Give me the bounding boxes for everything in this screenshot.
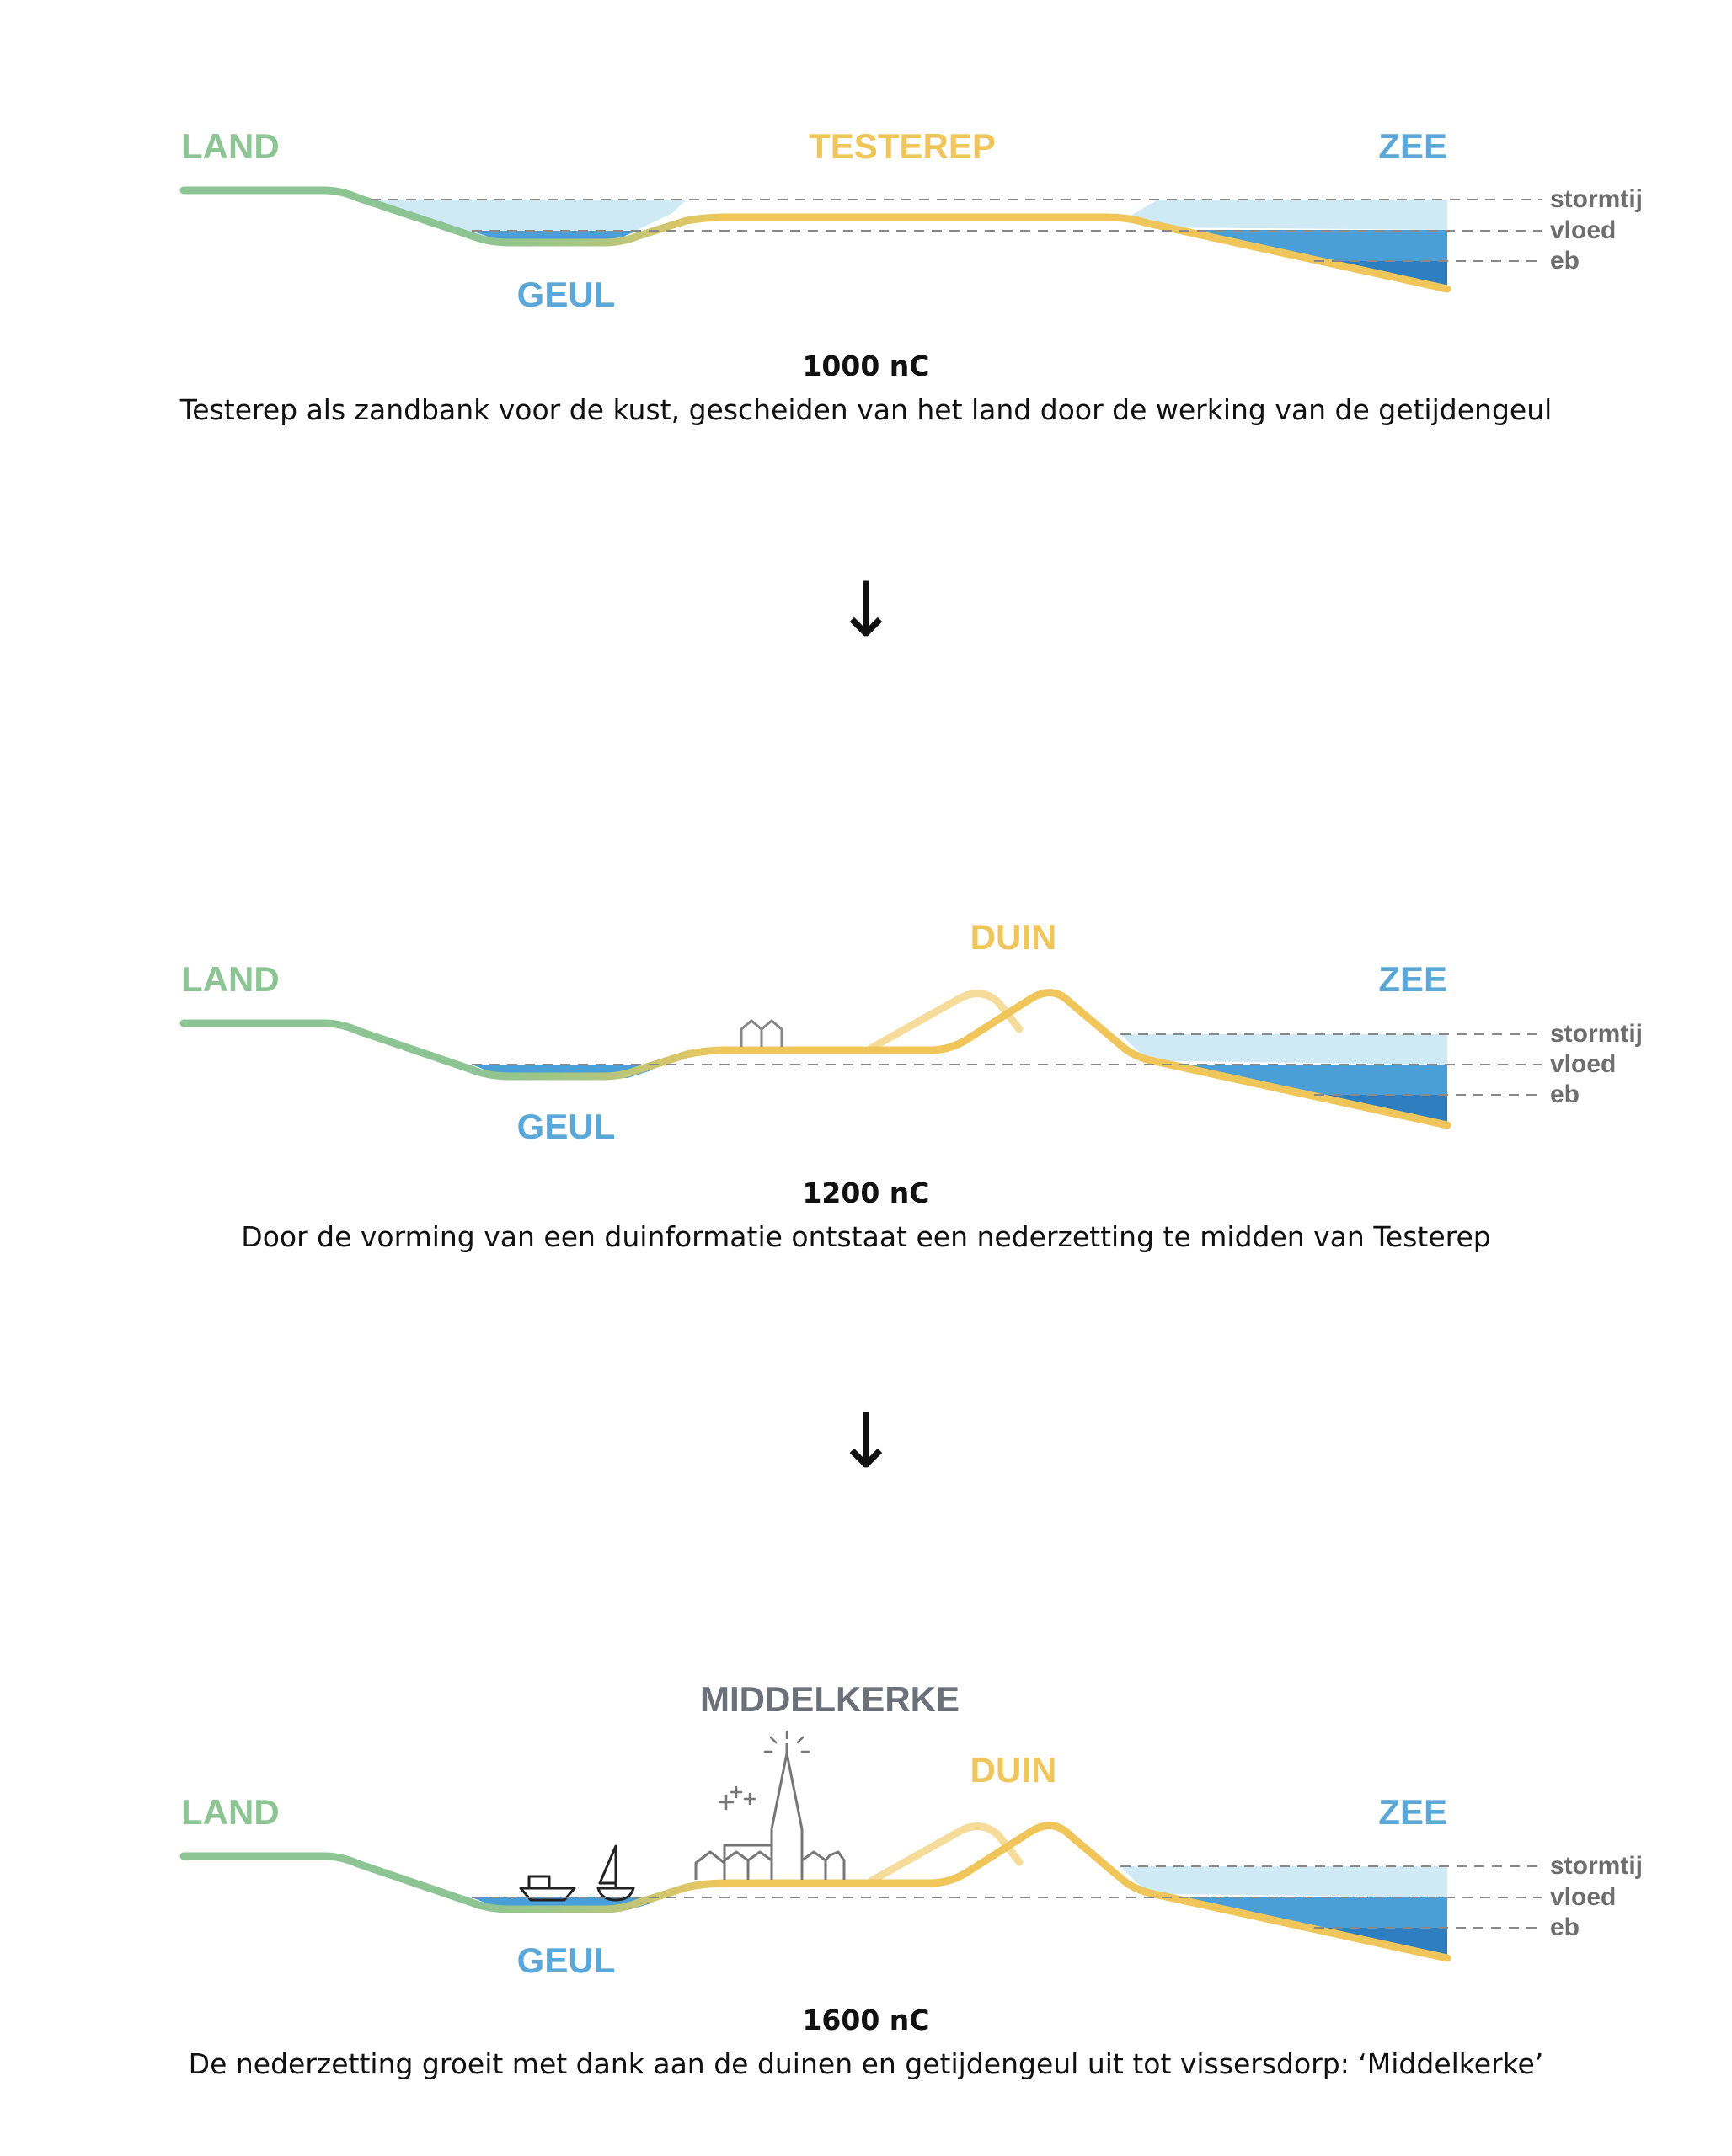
label-zee: ZEE [1378, 959, 1447, 999]
sailboat-icon [598, 1846, 633, 1900]
label-land: LAND [181, 959, 280, 999]
label-geul: GEUL [516, 275, 616, 314]
level-label-vloed: vloed [1550, 1050, 1617, 1078]
label-geul: GEUL [516, 1107, 616, 1146]
level-label-vloed: vloed [1550, 216, 1617, 244]
panel-1600 [181, 1679, 1643, 2080]
boat-icon [521, 1876, 575, 1900]
label-geul: GEUL [516, 1940, 616, 1980]
label-duin: DUIN [970, 1750, 1057, 1790]
sea-storm-water [1120, 1034, 1447, 1065]
house-icon [741, 1021, 782, 1047]
caption-year: 1200 nC [802, 1177, 930, 1209]
label-zee: ZEE [1378, 126, 1447, 166]
label-middelkerke: MIDDELKERKE [699, 1679, 960, 1719]
level-label-stormtij: stormtij [1550, 1020, 1644, 1048]
level-label-stormtij: stormtij [1550, 185, 1644, 213]
label-land: LAND [181, 1792, 280, 1832]
level-label-vloed: vloed [1550, 1883, 1617, 1911]
land-profile [184, 1856, 472, 1903]
level-label-eb: eb [1550, 1081, 1580, 1108]
caption-year: 1000 nC [802, 350, 930, 382]
land-profile [184, 1023, 472, 1070]
church-icon [696, 1743, 844, 1880]
panel-1000 [179, 126, 1643, 426]
caption-text: Testerep als zandbank voor de kust, gescheiden van het land door de werking van de getijdengeul [179, 393, 1553, 426]
caption-year: 1600 nC [802, 2004, 930, 2036]
arrow-down-icon: ↓ [834, 566, 898, 654]
level-label-eb: eb [1550, 1913, 1580, 1941]
label-land: LAND [181, 126, 280, 166]
caption-text: De nederzetting groeit met dank aan de duinen en getijdengeul uit tot vissersdorp: ‘Middelkerke’ [188, 2047, 1544, 2080]
label-zee: ZEE [1378, 1792, 1447, 1832]
caption-text: Door de vorming van een duinformatie ontstaat een nederzetting te midden van Testerep [241, 1220, 1491, 1253]
level-label-eb: eb [1550, 247, 1580, 275]
label-duin: DUIN [970, 917, 1057, 957]
arrow-down-icon: ↓ [834, 1397, 898, 1486]
level-label-stormtij: stormtij [1550, 1852, 1644, 1880]
sea-storm-water [1120, 1866, 1447, 1897]
sea-storm-water [1129, 200, 1447, 230]
panel-1200 [181, 917, 1643, 1253]
label-testerep: TESTEREP [809, 126, 996, 166]
